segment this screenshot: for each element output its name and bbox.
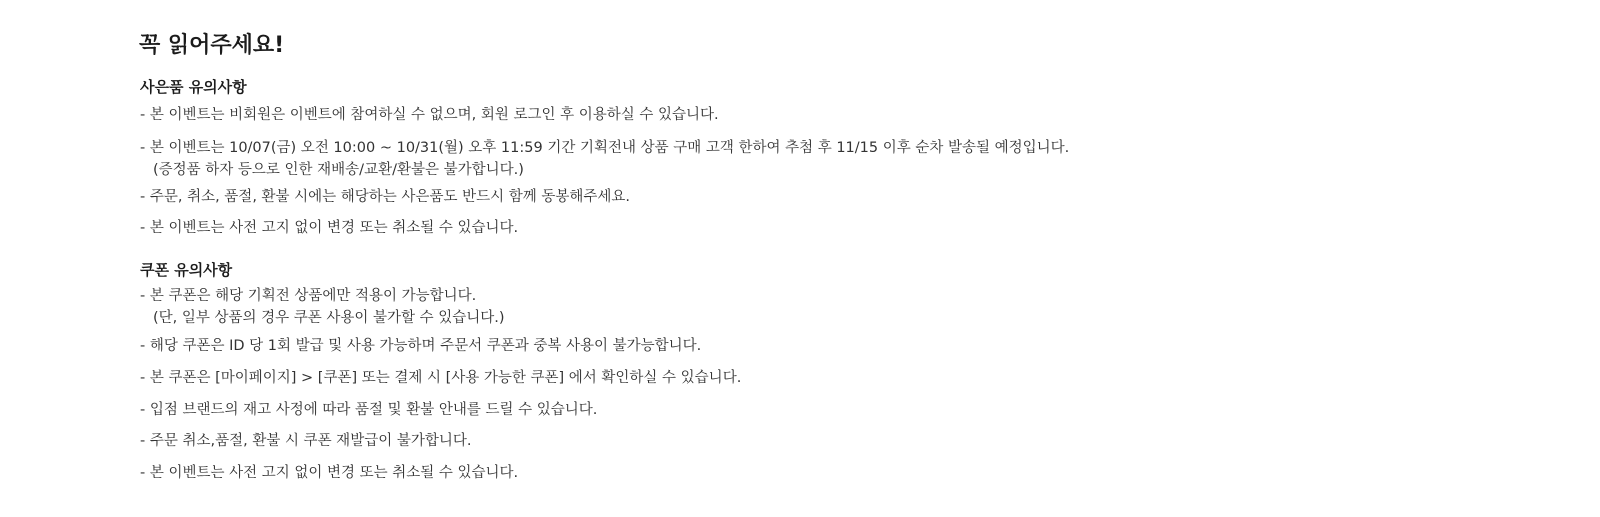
coupon-notice-subtext: (단, 일부 상품의 경우 쿠폰 사용이 불가할 수 있습니다.)	[153, 310, 505, 326]
coupon-notice-item	[140, 462, 518, 484]
page-title: 꼭 읽어주세요!	[139, 33, 285, 58]
coupon-notice-item	[140, 399, 597, 421]
gift-notice-item	[140, 186, 630, 208]
coupon-notice-item	[140, 430, 471, 452]
gift-notice-text: - 주문, 취소, 품절, 환불 시에는 해당하는 사은품도 반드시 함께 동봉해주세요.	[140, 189, 630, 205]
coupon-notice-text: - 본 쿠폰은 해당 기획전 상품에만 적용이 가능합니다.	[140, 288, 477, 304]
coupon-notice-text: - 본 쿠폰은 [마이페이지] > [쿠폰] 또는 결제 시 [사용 가능한 쿠폰] 에서 확인하실 수 있습니다.	[140, 370, 742, 386]
gift-notice-subtext: (증정품 하자 등으로 인한 재배송/교환/환불은 불가합니다.)	[153, 162, 524, 178]
coupon-notice-heading: 쿠폰 유의사항	[140, 261, 233, 279]
coupon-notice-item	[140, 285, 505, 329]
coupon-notice-text: - 본 이벤트는 사전 고지 없이 변경 또는 취소될 수 있습니다.	[140, 465, 519, 481]
gift-notice-item	[140, 137, 1069, 181]
gift-notice-item	[140, 104, 719, 126]
coupon-notice-text: - 입점 브랜드의 재고 사정에 따라 품절 및 환불 안내를 드릴 수 있습니다.	[140, 402, 598, 418]
gift-notice-text: - 본 이벤트는 사전 고지 없이 변경 또는 취소될 수 있습니다.	[140, 220, 519, 236]
gift-notice-text: - 본 이벤트는 비회원은 이벤트에 참여하실 수 없으며, 회원 로그인 후 이용하실 수 있습니다.	[140, 107, 719, 123]
gift-notice-item	[140, 217, 518, 239]
coupon-notice-item	[140, 335, 701, 357]
coupon-notice-item	[140, 367, 741, 389]
coupon-notice-text: - 주문 취소,품절, 환불 시 쿠폰 재발급이 불가합니다.	[140, 433, 472, 449]
coupon-notice-text: - 해당 쿠폰은 ID 당 1회 발급 및 사용 가능하며 주문서 쿠폰과 중복 사용이 불가능합니다.	[140, 338, 702, 354]
gift-notice-heading: 사은품 유의사항	[140, 78, 247, 96]
gift-notice-text: - 본 이벤트는 10/07(금) 오전 10:00 ~ 10/31(월) 오후 11:59 기간 기획전내 상품 구매 고객 한하여 추첨 후 11/15 이후 순차 발송될 예정입니다.	[140, 140, 1070, 156]
